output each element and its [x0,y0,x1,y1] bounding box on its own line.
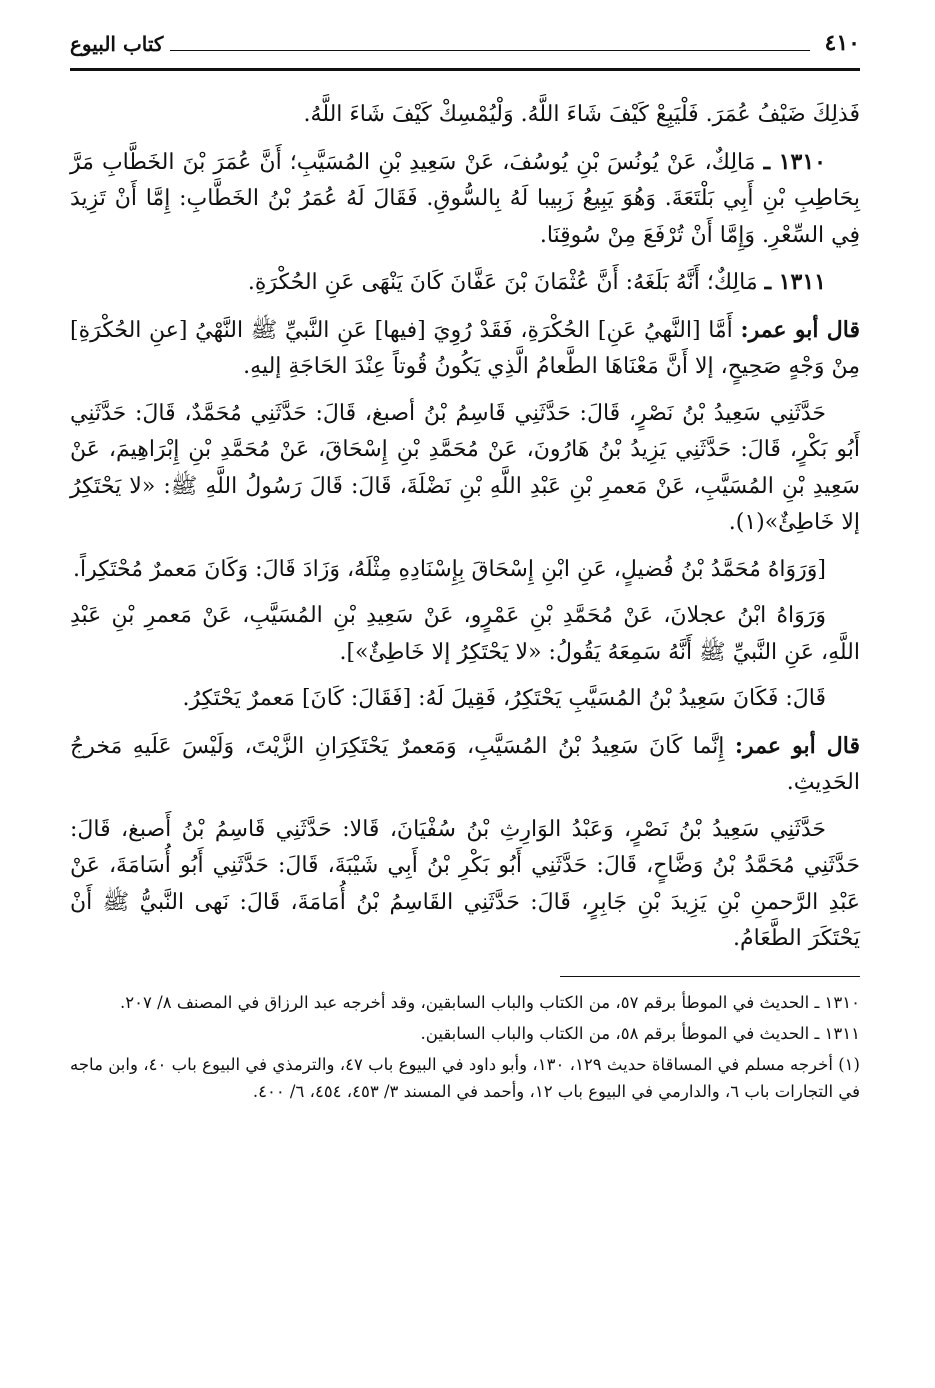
paragraph [70,97,860,134]
hadith-text: مَالِكٌ؛ أَنَّهُ بَلَغَهُ: أَنَّ عُثْمَانَ بْنَ عَفَّانَ كَانَ يَنْهَى عَنِ الحُكْرَةِ. [247,270,758,295]
isnad-paragraph [70,812,860,958]
footnote [70,989,860,1016]
footnote [70,1051,860,1105]
footnote [70,1020,860,1047]
isnad-paragraph [70,598,860,671]
isnad-paragraph [70,552,860,589]
footnote-label: (١) [838,1054,860,1074]
paragraph-text: فَذلِكَ ضَيْفُ عُمَرَ. فَلْيَبِعْ كَيْفَ شَاءَ اللَّهُ. وَلْيُمْسِكْ كَيْفَ شَاءَ اللَّهُ. [303,102,860,127]
hadith-text: مَالِكٌ، عَنْ يُونُسَ بْنِ يُوسُفَ، عَنْ سَعِيدِ بْنِ المُسَيَّبِ؛ أَنَّ عُمَرَ بْنَ الخَطَّابِ مَرَّ بِحَاطِبِ بْنِ أَبِي بَلْتَعَةَ. وَهُوَ يَبِيعُ زَبِيبا لَهُ بِالسُّوقِ. فَقَالَ لَهُ عُمَرُ بْنُ الخَطَّابِ: إِمَّا أَنْ تَزِيدَ فِي السِّعْرِ. وَإِمَّا أَنْ تُرْفَعَ مِنْ سُوقِنَا. [70,149,860,248]
footnote-separator [560,976,860,977]
isnad-paragraph [70,396,860,542]
isnad-text: حَدَّثَنِي سَعِيدُ بْنُ نَصْرٍ، قَالَ: حَدَّثَنِي قَاسِمُ بْنُ أصبغ، قَالَ: حَدَّثَنِي مُحَمَّدٌ، قَالَ: حَدَّثَنِي أَبُو بَكْرٍ، قَالَ: حَدَّثَنِي يَزِيدُ بْنُ هَارُونَ، عَنْ مُحَمَّدِ بْنِ إِسْحَاقَ، عَنْ مُحَمَّدِ بْنِ إِبْرَاهِيمَ، عَنْ سَعِيدِ بْنِ المُسَيَّبِ، عَنْ مَعمرِ بْنِ عَبْدِ اللَّهِ بْنِ نَضْلَةَ، قَالَ: قَالَ رَسُولُ اللَّهِ ﷺ: «لا يَحْتَكِرُ إلا خَاطِئٌ»(١). [70,400,860,535]
hadith-paragraph [70,264,860,302]
commentary-paragraph [70,728,860,802]
isnad-text: حَدَّثَنِي سَعِيدُ بْنُ نَصْرٍ، وَعَبْدُ الوَارِثِ بْنُ سُفْيَانَ، قَالا: حَدَّثَنِي قَاسِمُ بْنُ أَصبغ، قَالَ: حَدَّثَنِي مُحَمَّدُ بْنُ وَضَّاحٍ، قَالَ: حَدَّثَنِي أَبُو بَكْرِ بْنُ أَبِي شَيْبَةَ، قَالَ: حَدَّثَنِي أَبُو أُسَامَةَ، عَنْ عَبْدِ الرَّحمنِ بْنِ يَزِيدَ بْنِ جَابِرٍ، قَالَ: حَدَّثَنِي القَاسِمُ بْنُ أُمَامَةَ، قَالَ: نَهى النَّبيُّ ﷺ أَنْ يَحْتَكَرَ الطَّعَامُ. [70,816,860,951]
commentator-label: قال أبو عمر: [740,316,860,343]
commentator-label: قال أبو عمر: [734,732,861,759]
isnad-paragraph [70,681,860,718]
isnad-text: [وَرَوَاهُ مُحَمَّدُ بْنُ فُضيلٍ، عَنِ ابْنِ إِسْحَاقَ بِإِسْنَادِهِ مِثْلَهُ، وَزَادَ قَالَ: وَكَانَ مَعمرٌ مُحْتَكِراً. [72,556,826,582]
running-title: كتاب البيوع [70,32,164,56]
header-rule [170,50,810,51]
main-text [70,97,860,958]
footnotes [70,989,860,1105]
footnote-text: الحديث في الموطأ برقم ٥٨، من الكتاب والباب السابقين. [420,1023,810,1043]
hadith-number: ١٣١٠ ـ [763,148,826,175]
commentary-text: أَمَّا [النَّهيُ عَنِ] الحُكْرَةِ، فَقَدْ رُوِيَ [فيها] عَنِ النَّبيِّ ﷺ النَّهْيُ [عنِ الحُكْرَةِ] مِنْ وَجْهٍ صَحِيحٍ، إلا أَنَّ مَعْنَاهَا الطَّعامُ الَّذِي يَكُونُ قُوتاً عِنْدَ الحَاجَةِ إليهِ. [70,317,860,379]
page-header [70,28,860,71]
commentary-paragraph [70,312,860,386]
isnad-text: قَالَ: فَكَانَ سَعِيدُ بْنُ المُسَيَّبِ يَحْتَكِرُ، فَقِيلَ لَهُ: [فَقَالَ: كَانَ] مَعمرٌ يَحْتَكِرُ. [182,686,826,711]
isnad-text: وَرَوَاهُ ابْنُ عجلانَ، عَنْ مُحَمَّدِ بْنِ عَمْرٍو، عَنْ سَعِيدِ بْنِ المُسَيَّبِ، عَنْ مَعمرِ بْنِ عَبْدِ اللَّهِ، عَنِ النَّبيِّ ﷺ أَنَّهُ سَمِعَهُ يَقُولُ: «لا يَحْتَكِرُ إلا خَاطِئٌ»]. [70,603,860,665]
hadith-number: ١٣١١ ـ [764,269,826,295]
hadith-paragraph [70,144,860,255]
footnote-label: ١٣١١ ـ [814,1023,860,1043]
footnote-label: ١٣١٠ ـ [814,992,860,1012]
footnote-text: الحديث في الموطأ برقم ٥٧، من الكتاب والباب السابقين، وقد أخرجه عبد الرزاق في المصنف ٨/ ٢٠٧. [120,992,810,1012]
page-number: ٤١٠ [824,30,860,56]
book-page [70,28,860,1368]
footnote-text: أخرجه مسلم في المساقاة حديث ١٢٩، ١٣٠، وأبو داود في البيوع باب ٤٧، والترمذي في البيوع باب ٤٠، وابن ماجه في التجارات باب ٦، والدارمي في البيوع باب ١٢، وأحمد في المسند ٣/ ٤٥٣، ٤٥٤، ٦/ ٤٠٠. [70,1054,860,1101]
commentary-text: إِنَّما كَانَ سَعِيدُ بْنُ المُسَيَّبِ، وَمَعمرٌ يَحْتَكِرَانِ الزَّيْتَ، وَلَيْسَ عَلَيهِ مَخرجُ الحَدِيثِ. [70,733,860,795]
